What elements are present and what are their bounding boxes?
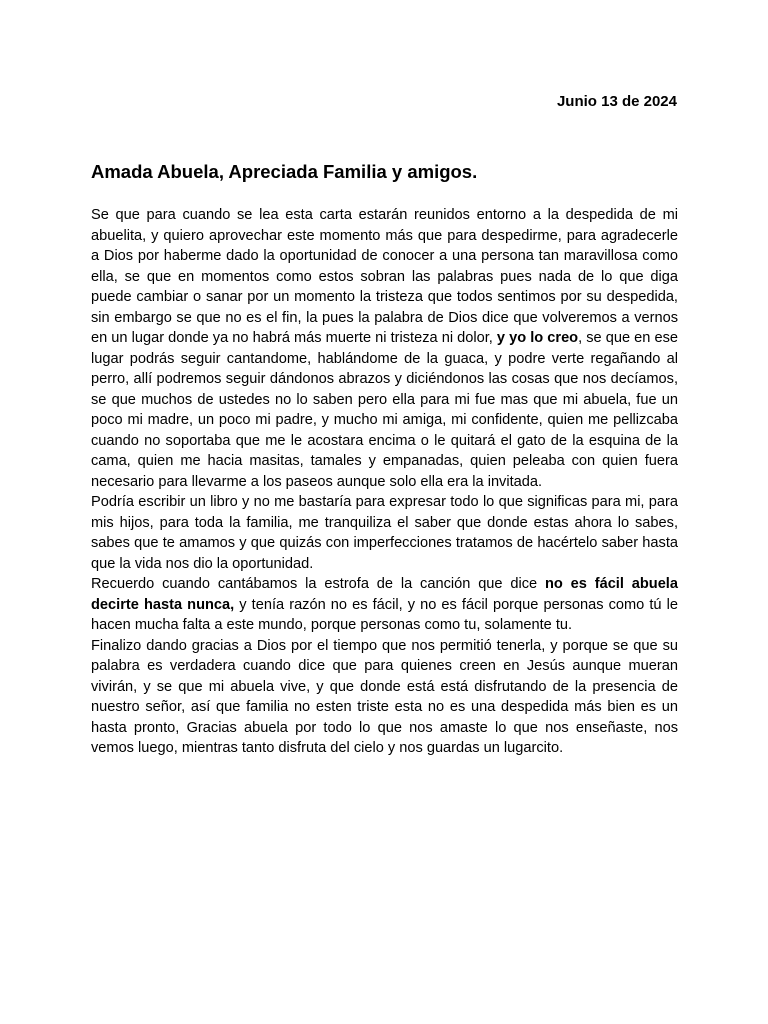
paragraph-1-bold-phrase: y yo lo creo: [496, 330, 579, 346]
paragraph-3-bold-phrase: no es fácil abuela decirte hasta nunca,: [91, 576, 678, 613]
letter-body: [91, 205, 678, 759]
paragraph-2: Podría escribir un libro y no me bastaría para expresar todo lo que significas para mi, para mis hijos, para toda la familia, me tranquiliza el saber que donde estas ahora lo sabes, sabes que te amamos y que quizás con imperfecciones tratamos de hacértelo saber hasta que la vida nos dio la oportunidad.: [91, 494, 678, 572]
paragraph-3-text-b: y tenía razón no es fácil, y no es fácil porque personas como tú le hacen mucha falta a este mundo, porque personas como tu, solamente tu.: [91, 596, 678, 633]
paragraph-3-text-a: Recuerdo cuando cantábamos la estrofa de la canción que dice: [91, 576, 545, 592]
paragraph-1-text-b: , se que en ese lugar podrás seguir cantandome, hablándome de la guaca, y podre verte regañando al perro, allí podremos seguir dándonos abrazos y diciéndonos las cosas que nos decíamos, se que muchos de ustedes no lo saben pero ella para mi fue mas que mi abuela, fue un poco mi madre, un poco mi padre, y mucho mi amiga, mi confidente, quien me pellizcaba cuando no soportaba que me le acostara encima o le quitará el gato de la esquina de la cama, quien me hacia masitas, tamales y empanadas, quien peleaba con quien fuera necesario para llevarme a los paseos aunque solo ella era la invitada.: [91, 330, 678, 490]
letter-greeting: Amada Abuela, Apreciada Familia y amigos.: [91, 161, 478, 182]
paragraph-1-text-a: Se que para cuando se lea esta carta estarán reunidos entorno a la despedida de mi abuelita, y quiero aprovechar este momento más que para despedirme, para agradecerle a Dios por haberme dado la oportunidad de conocer a una persona tan maravillosa como ella, se que en momentos como estos sobran las palabras pues nada de lo que diga puede cambiar o sanar por un momento la tristeza que todos sentimos por su despedida, sin embargo se que no es el fin, la pues la palabra de Dios dice que volveremos a vernos en un lugar donde ya no habrá más muerte ni tristeza ni dolor,: [91, 207, 678, 346]
paragraph-3: [91, 574, 678, 636]
paragraph-1: [91, 205, 678, 492]
paragraph-4: Finalizo dando gracias a Dios por el tiempo que nos permitió tenerla, y porque se que su palabra es verdadera cuando dice que para quienes creen en Jesús aunque mueran vivirán, y se que mi abuela vive, y que donde está está disfrutando de la presencia de nuestro señor, así que familia no esten triste esta no es una despedida más bien es un hasta pronto, Gracias abuela por todo lo que nos amaste lo que nos enseñaste, nos vemos luego, mientras tanto disfruta del cielo y nos guardas un lugarcito.: [91, 637, 678, 756]
letter-date: Junio 13 de 2024: [556, 93, 677, 110]
